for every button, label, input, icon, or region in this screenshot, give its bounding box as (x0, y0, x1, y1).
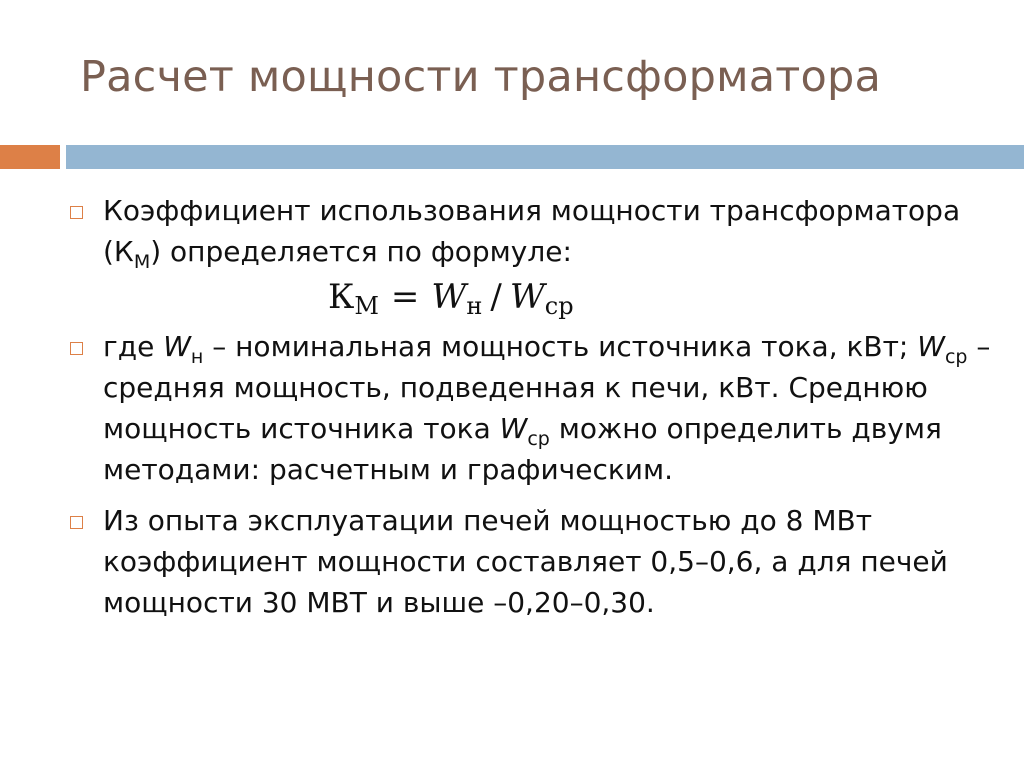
bullet-item-2 (68, 326, 1008, 490)
bullet-list (68, 190, 1008, 623)
formula (68, 274, 1008, 324)
bullet-2-w2-subscript: ср (944, 346, 968, 368)
slide-title: Расчет мощности трансформатора (80, 52, 882, 102)
bullet-2-w1-subscript: н (190, 346, 204, 368)
hollow-square-bullet-icon (70, 342, 83, 355)
bullet-item-1 (68, 190, 1008, 272)
hollow-square-bullet-icon (70, 206, 83, 219)
formula-w-average-subscript: ср (544, 292, 574, 320)
bullet-item-3 (68, 500, 1008, 623)
hollow-square-bullet-icon (70, 516, 83, 529)
formula-k-subscript: М (354, 292, 379, 320)
bullet-2-text-a: где (103, 330, 164, 363)
bullet-2-w3: W (499, 412, 528, 445)
accent-bar (0, 145, 60, 169)
formula-w-nominal: W (431, 277, 467, 317)
bullet-1-text-b: ) определяется по формуле: (150, 235, 572, 268)
bullet-2-text-c: – средняя мощность, подведенная к печи, кВт. Среднюю мощность источника тока (103, 330, 991, 445)
formula-equals: = (390, 277, 420, 317)
bullet-2-text-b: – номинальная мощность источника тока, кВт; (203, 330, 918, 363)
bullet-2-w1: W (163, 330, 191, 363)
bullet-2-w2: W (917, 330, 945, 363)
formula-w-nominal-subscript: н (466, 292, 483, 320)
header-bar (66, 145, 1024, 169)
bullet-2-w3-subscript: ср (527, 428, 550, 450)
bullet-spacer (68, 490, 1008, 500)
bullet-3-text: Из опыта эксплуатации печей мощностью до 8 МВт коэффициент мощности составляет 0,5–0,6, а для печей мощности 30 МВТ и выше –0,20–0,30. (103, 504, 948, 619)
bullet-1-text-a: Коэффициент использования мощности трансформатора (К (103, 194, 961, 268)
formula-w-average: W (509, 277, 545, 317)
formula-slash: / (490, 277, 502, 317)
bullet-2-text-d: можно определить двумя методами: расчетным и графическим. (103, 412, 942, 486)
bullet-1-subscript: М (133, 251, 151, 273)
formula-k: К (328, 277, 355, 317)
